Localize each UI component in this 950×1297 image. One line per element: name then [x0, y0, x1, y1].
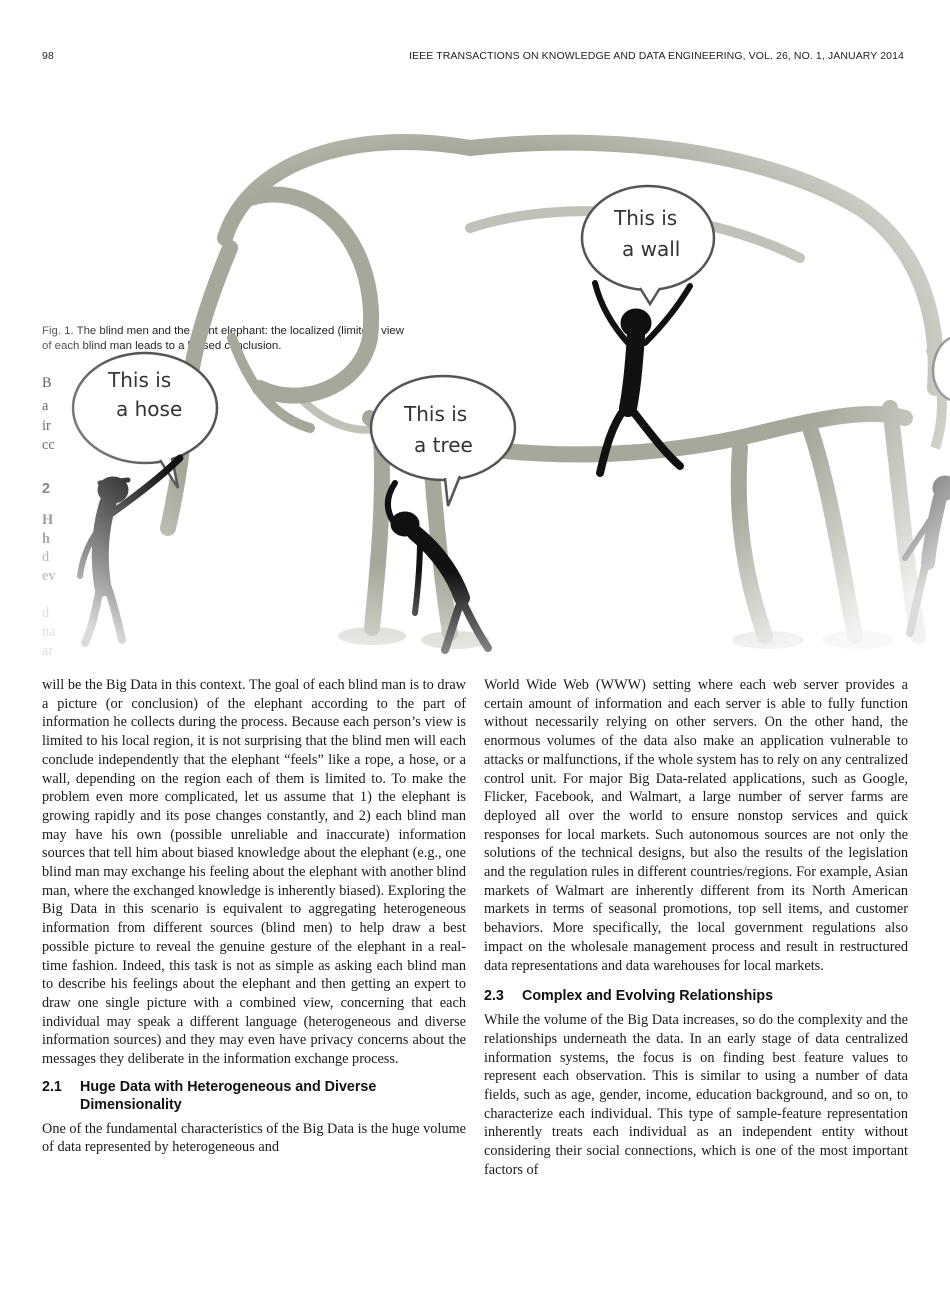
page-number: 98 [42, 50, 54, 62]
section-heading-2-1 [42, 1078, 466, 1114]
left-column [42, 676, 466, 1157]
section-title: Huge Data with Heterogeneous and Diverse [80, 1078, 377, 1095]
section-number: 2.1 [42, 1078, 62, 1095]
paragraph: One of the fundamental characteristics of the Big Data is the huge volume of data represented by heterogeneous and [42, 1120, 466, 1156]
running-title: IEEE TRANSACTIONS ON KNOWLEDGE AND DATA ENGINEERING, VOL. 26, NO. 1, JANUARY 2014 [409, 50, 904, 62]
section-heading-2-3 [484, 987, 908, 1005]
figure-blind-men-elephant [0, 88, 950, 656]
elephant-illustration [0, 88, 950, 656]
right-column [484, 676, 908, 1180]
paragraph: will be the Big Data in this context. The goal of each blind man is to draw a picture (or conclusion) of the elephant according to the part of information he collects during the process. Because each person’s view is limited to his local region, it is not surprising that the blind men will each conclude independently that the elephant “feels” like a rope, a hose, or a wall, depending on the region each of them is limited to. To make the problem even more complicated, let us assume that 1) the elephant is growing rapidly and its pose changes constantly, and 2) each blind man may have his own (possible unreliable and inaccurate) information sources that tell him about biased knowledge about the elephant (e.g., one blind man may exchange his feeling about the elephant with another blind man, where the exchanged knowledge is inherently biased). Exploring the Big Data in this scenario is equivalent to aggregating heterogeneous information from different sources (blind men) to help draw a best possible picture to reveal the genuine gesture of the elephant in a real-time fashion. Indeed, this task is not as simple as asking each blind man to describe his feelings about the elephant and then getting an expert to draw one single picture with a combined view, concerning that each individual may speak a different language (heterogeneous and diverse information sources) and they may even have privacy concerns about the messages they deliberate in the information exchange process. [42, 677, 466, 1068]
section-title: Complex and Evolving Relationships [522, 988, 774, 1005]
paragraph: World Wide Web (WWW) setting where each web server provides a certain amount of information and each server is able to fully function without necessarily relying on other servers. On the other hand, the enormous volumes of the data also make an application vulnerable to attacks or malfunctions, if the whole system has to rely on any centralized control unit. For major Big Data-related applications, such as Google, Flicker, Facebook, and Walmart, a large number of server farms are deployed all over the world to ensure nonstop services and quick responses for local markets. Such autonomous sources are not only the solutions of the technical designs, but also the results of the legislation and the regulation rules in different countries/regions. For example, Asian markets of Walmart are inherently different from its North American markets in terms of seasonal promotions, top sell items, and customer behaviors. More specifically, the local government regulations also impact on the wholesale management process and result in restructured data representations and data warehouses for local markets. [484, 677, 908, 974]
section-title-cont: Dimensionality [80, 1096, 182, 1113]
section-number: 2.3 [484, 988, 504, 1005]
paragraph: While the volume of the Big Data increases, so do the complexity and the relationships underneath the data. In an early stage of data centralized information systems, the focus is on finding best feature values to represent each observation. This is similar to using a number of data fields, such as age, gender, income, education background, and so on, to characterize each individual. This type of sample-feature representation inherently treats each individual as an independent entity without considering their social connections, which is one of the most important factors of [484, 1012, 908, 1178]
figure-vignette [0, 88, 950, 656]
